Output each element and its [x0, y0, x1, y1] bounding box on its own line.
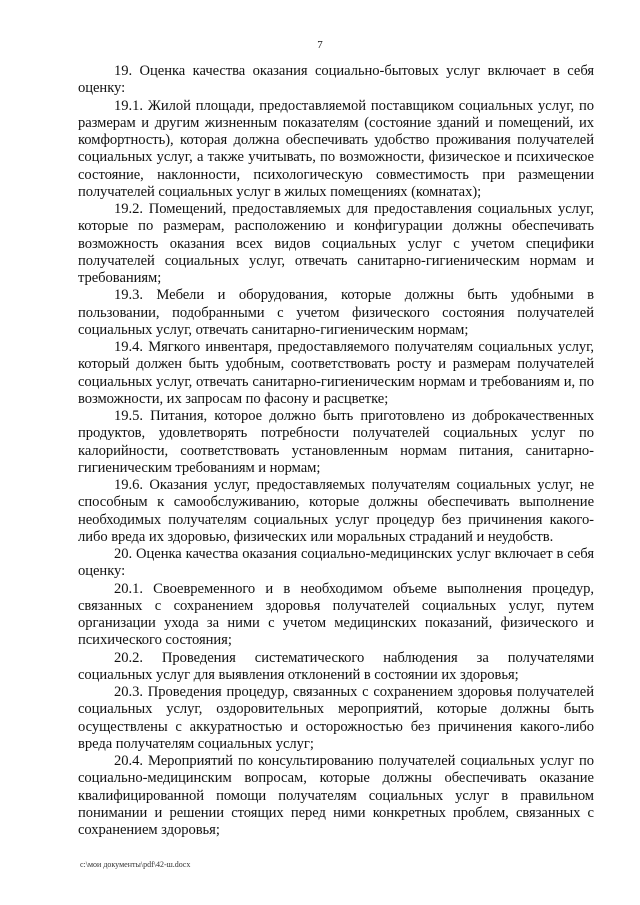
document-body [78, 63, 594, 839]
paragraph-19-5: 19.5. Питания, которое должно быть приготовлено из доброкачественных продуктов, удовлетворять потребности получателей социальных услуг по калорийности, соответствовать установленным нормам питания, санитарно-гигиеническим требованиям и нормам; [78, 408, 594, 476]
footer-file-path: c:\мои документы\pdf\42-ш.docx [80, 860, 191, 869]
paragraph-20-4: 20.4. Мероприятий по консультированию получателей социальных услуг по социально-медицинским вопросам, которые должны обеспечивать оказание квалифицированной помощи получателям социальных услуг в правильном понимании и решении стоящих перед ними конкретных проблем, связанных с сохранением здоровья; [78, 753, 594, 838]
paragraph-19: 19. Оценка качества оказания социально-бытовых услуг включает в себя оценку: [78, 63, 594, 97]
paragraph-20-3: 20.3. Проведения процедур, связанных с сохранением здоровья получателей социальных услуг, оздоровительных мероприятий, которые должны быть осуществлены с аккуратностью и осторожностью без причинения какого-либо вреда получателям социальных услуг; [78, 684, 594, 752]
paragraph-19-3: 19.3. Мебели и оборудования, которые должны быть удобными в пользовании, подобранными с учетом физического состояния получателей социальных услуг, отвечать санитарно-гигиеническим нормам; [78, 287, 594, 338]
paragraph-19-2: 19.2. Помещений, предоставляемых для предоставления социальных услуг, которые по размерам, расположению и конфигурации должны обеспечивать возможность оказания всех видов социальных услуг с учетом специфики получателей социальных услуг, отвечать санитарно-гигиеническим нормам и требованиям; [78, 201, 594, 286]
paragraph-20-2: 20.2. Проведения систематического наблюдения за получателями социальных услуг для выявления отклонений в состоянии их здоровья; [78, 649, 594, 683]
page-number: 7 [317, 39, 323, 51]
paragraph-19-1: 19.1. Жилой площади, предоставляемой поставщиком социальных услуг, по размерам и другим жизненным показателям (состояние зданий и помещений, их комфортность), которая должна обеспечивать удобство проживания получателей социальных услуг, а также учитывать, по возможности, физическое и психическое состояние, наклонности, психологическую совместимость при размещении получателей социальных услуг в жилых помещениях (комнатах); [78, 97, 594, 200]
paragraph-19-4: 19.4. Мягкого инвентаря, предоставляемого получателям социальных услуг, который должен быть удобным, соответствовать росту и размерам получателей социальных услуг, отвечать санитарно-гигиеническим нормам и требованиям и, по возможности, их запросам по фасону и расцветке; [78, 339, 594, 407]
paragraph-19-6: 19.6. Оказания услуг, предоставляемых получателям социальных услуг, не способным к самообслуживанию, которые должны обеспечивать выполнение необходимых получателям социальных услуг процедур без причинения какого-либо вреда их здоровью, физических или моральных страданий и неудобств. [78, 477, 594, 545]
paragraph-20: 20. Оценка качества оказания социально-медицинских услуг включает в себя оценку: [78, 546, 594, 580]
paragraph-20-1: 20.1. Своевременного и в необходимом объеме выполнения процедур, связанных с сохранением здоровья получателей социальных услуг, путем организации ухода за ними с учетом медицинских показаний, физического и психического состояния; [78, 580, 594, 649]
